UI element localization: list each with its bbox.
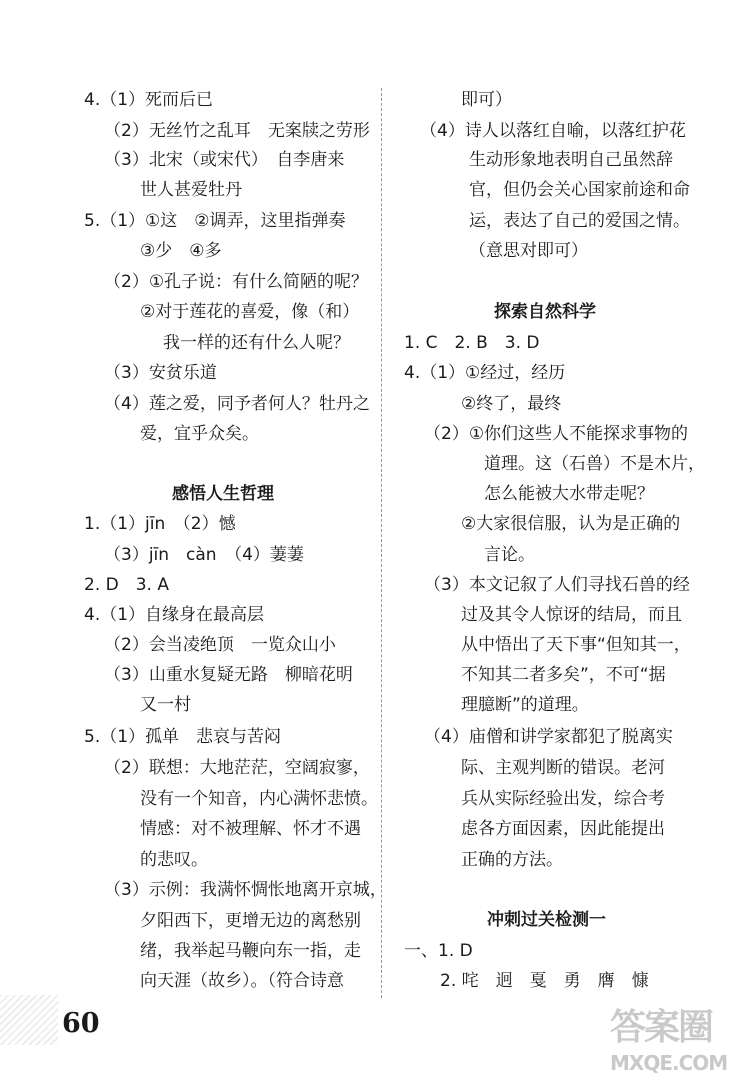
answer-line: （2）①孔子说：有什么简陋的呢？ <box>104 272 369 292</box>
answer-line: 夕阳西下，更增无边的离愁别 <box>140 911 361 931</box>
answer-line: ②终了，最终 <box>461 394 562 414</box>
section-heading: 感悟人生哲理 <box>172 484 274 504</box>
answer-line: 理臆断”的道理。 <box>461 695 589 715</box>
answer-line: （3）北宋（或宋代） 自李唐来 <box>104 150 345 170</box>
answer-line: （4）诗人以落红自喻，以落红护花 <box>420 121 686 141</box>
answer-line: （3）安贫乐道 <box>104 363 217 383</box>
answer-line: 向天涯（故乡）。（符合诗意 <box>140 971 344 991</box>
answer-line: 世人甚爱牡丹 <box>140 180 242 200</box>
answer-line: 1.（1）jīn （2）憾 <box>84 514 236 534</box>
answer-line: 我一样的还有什么人呢？ <box>163 333 350 353</box>
watermark-url: MXQE.COM <box>610 1051 728 1075</box>
answer-line: （2）①你们这些人不能探求事物的 <box>424 424 689 444</box>
answer-line: 的悲叹。 <box>140 850 208 870</box>
answer-line: （意思对即可） <box>469 241 588 261</box>
column-divider <box>381 88 382 998</box>
answer-line: 道理。这（石兽）不是木片， <box>484 454 705 474</box>
answer-line: （3）山重水复疑无路 柳暗花明 <box>104 665 353 685</box>
answer-line: 过及其令人惊讶的结局，而且 <box>461 605 682 625</box>
answer-line: ②对于莲花的喜爱，像（和） <box>140 302 360 322</box>
answer-line: （4）庙僧和讲学家都犯了脱离实 <box>424 727 673 747</box>
answer-line: （2）联想：大地茫茫，空阔寂寥， <box>104 758 370 778</box>
answer-line: 没有一个知音，内心满怀悲愤。 <box>140 789 378 809</box>
answer-line: 2. 咤 迥 戛 勇 膺 慷 <box>440 971 649 991</box>
watermark-logo-text: 答案圈 <box>610 1007 713 1048</box>
scan-artifact <box>0 995 58 1045</box>
answer-line: 正确的方法。 <box>461 850 563 870</box>
answer-line: 怎么能被大水带走呢？ <box>484 484 654 504</box>
answer-line: （3）jīn càn （4）萋萋 <box>104 545 304 565</box>
answer-line: 从中悟出了天下事“但知其一， <box>461 635 691 655</box>
answer-line: 4.（1）自缘身在最高层 <box>84 605 265 625</box>
page-number: 60 <box>62 1008 100 1039</box>
answer-line: 绪，我举起马鞭向东一指，走 <box>140 941 361 961</box>
watermark-logo <box>610 1004 738 1078</box>
answer-line: 官，但仍会关心国家前途和命 <box>469 180 690 200</box>
answer-line: 2. D 3. A <box>84 575 169 595</box>
answer-line: 一、1. D <box>404 941 473 961</box>
answer-line: 不知其二者多矣”，不可“据 <box>461 665 666 685</box>
answer-line: 即可） <box>461 90 512 110</box>
answer-line: ②大家很信服，认为是正确的 <box>461 514 681 534</box>
answer-line: 言论。 <box>484 545 535 565</box>
answer-line: （3）本文记叙了人们寻找石兽的经 <box>424 575 690 595</box>
answer-line: （2）会当凌绝顶 一览众山小 <box>104 635 336 655</box>
answer-line: 爱，宜乎众矣。 <box>140 424 259 444</box>
answer-line: 1. C 2. B 3. D <box>404 333 540 353</box>
answer-line: 4.（1）死而后已 <box>84 90 214 110</box>
answer-line: 际、主观判断的错误。老河 <box>461 758 665 778</box>
answer-line: （4）莲之爱，同予者何人？牡丹之 <box>104 394 370 414</box>
answer-line: 5.（1）孤单 悲哀与苦闷 <box>84 727 282 747</box>
answer-line: （2）无丝竹之乱耳 无案牍之劳形 <box>104 121 370 141</box>
section-heading: 冲刺过关检测一 <box>487 910 606 930</box>
answer-line: 生动形象地表明自己虽然辞 <box>469 150 673 170</box>
answer-line: 5.（1）①这 ②调弄，这里指弹奏 <box>84 211 346 231</box>
answer-line: 兵从实际经验出发，综合考 <box>461 789 665 809</box>
section-heading: 探索自然科学 <box>494 302 596 322</box>
answer-line: 虑各方面因素，因此能提出 <box>461 819 665 839</box>
answer-line: ③少 ④多 <box>140 241 222 261</box>
answer-line: 情感：对不被理解、怀才不遇 <box>140 819 361 839</box>
answer-line: 又一村 <box>140 695 191 715</box>
answer-line: 运，表达了自己的爱国之情。 <box>469 211 690 231</box>
answer-line: 4.（1）①经过，经历 <box>404 363 566 383</box>
answer-line: （3）示例：我满怀惆怅地离开京城， <box>104 880 387 900</box>
